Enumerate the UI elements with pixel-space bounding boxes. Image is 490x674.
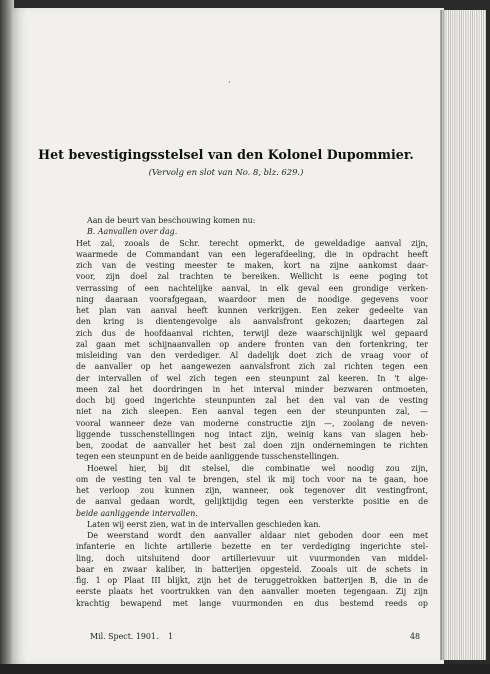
background-bottom [0,664,490,674]
body-line: zich van de vesting meester te maken, kort na zijne aankomst daar- [76,261,428,270]
body-line: beide aanliggende intervallen. [76,508,198,518]
body-line: het plan van aanval heeft kunnen verkrijgen. Een zeker gedeelte van [76,306,428,315]
body-line: verrassing of een nachtelijke aanval, in elk geval een grondige verken- [76,283,428,293]
body-line: zich dus de hoofdaanval richten, terwijl deze waarschijnlijk wel gepaard [76,328,428,338]
body-line: De weerstand wordt den aanvaller aldaar niet geboden door een met [87,531,428,540]
body-line: Laten wij eerst zien, wat in de intervallen geschieden kan. [87,519,321,529]
body-line: fig. 1 op Plaat III blijkt, zijn het de teruggetrokken batterijen B, die in de [76,576,428,585]
body-line: voor, zijn doel zal trachten te bereiken. Wellicht is eene poging tot [76,272,428,282]
body-line: Hoewel hier, bij dit stelsel, die combinatie wel noodig zou zijn, [87,463,428,473]
body-line: baar en zwaar kaliber, in batterijen opgesteld. Zooals uit de schets in [76,564,428,574]
body-line: doch bij goed ingerichte steunpunten zal het den val van de vesting [76,396,428,405]
body-line: Het zal, zooals de Schr. terecht opmerkt, de geweldadige aanval zijn, [76,238,428,248]
page-number: 48 [409,632,420,641]
body-line: ben, zoodat de aanvaller het best zal doen zijn ondernemingen te richten [76,441,428,450]
article-subtitle: (Vervolg en slot van No. 8, blz. 629.) [148,167,304,177]
body-line: de aanvaller op het aangewezen aanvalsfront zich zal richten tegen een [76,362,428,372]
page-footer [90,632,420,644]
body-line: der intervallen of wel zich tegen een steunpunt zal keeren. In 't alge- [76,373,428,383]
body-line: infanterie en lichte artillerie bezette en ter verdediging ingerichte stel- [76,542,428,552]
body-line: meen zal het doordringen in het interval minder bezwaren ontmoeten, [76,384,428,394]
body-line: tegen een steunpunt en de beide aanliggende tusschenstellingen. [76,452,340,462]
body-line: misleiding van den verdediger. Al dadelijk doet zich de vraag voor of [76,351,428,360]
article-body [76,215,428,609]
body-line: eerste plaats het voortrukken van den aanvaller moeten tegengaan. Zij zijn [76,587,428,597]
page-marker: · [228,78,231,88]
page-edges [440,10,486,660]
section-heading: B. Aanvallen over dag. [87,227,178,237]
body-line: krachtig bewapend met lange vuurmonden en dus bestemd reeds op [76,598,428,608]
body-line: zal gaan met schijnaanvallen op andere fronten van den fortenkring, ter [76,339,428,349]
body-line: waarmede de Commandant van een legerafdeeling, die in opdracht heeft [76,249,428,259]
body-line: Aan de beurt van beschouwing komen nu: [87,216,256,225]
journal-reference: Mil. Spect. 1901. [90,632,159,641]
body-line: ling, doch uitsluitend door artillerievuur uit vuurmonden van middel- [76,553,428,563]
body-line: het verloop zou kunnen zijn, wanneer, ook tegenover dit vestingfront, [76,486,428,495]
body-line: vooral wanneer deze van moderne constructie zijn —, zoolang de neven- [76,418,428,428]
body-line: den kring is dientengevolge als aanvalsfront gekozen; daartegen zal [76,317,428,327]
body-line: de aanval gedaan wordt, gelijktijdig tegen een versterkte positie en de [76,497,428,507]
body-line: liggende tusschenstellingen nog intact zijn, weinig kans van slagen heb- [76,429,428,439]
page-edges-shadow [440,10,446,660]
body-line: ning daaraan voorafgegaan, waardoor men de noodige gegevens voor [76,294,428,304]
article-title: Het bevestigingsstelsel van den Kolonel Dupommier. [38,147,414,162]
signature-mark: 1 [168,632,174,641]
body-line: om de vesting ten val te brengen, stel ik mij toch voor na te gaan, hoe [76,474,428,484]
body-line: niet na zich sleepen. Een aanval tegen een der steunpunten zal, — [76,407,428,417]
